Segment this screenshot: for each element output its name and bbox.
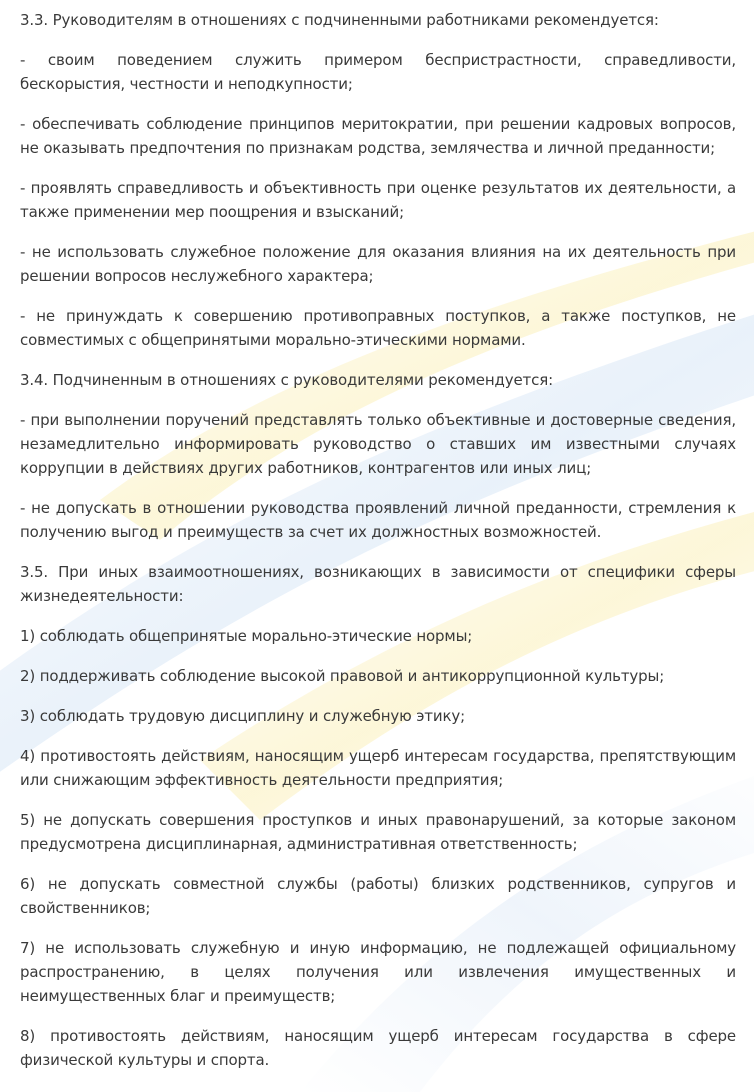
- paragraph-bullet: - не допускать в отношении руководства проявлений личной преданности, стремления к получению выгод и преимуществ за счет их должностных возможностей.: [20, 499, 736, 541]
- paragraph-bullet: - проявлять справедливость и объективность при оценке результатов их деятельности, а также применении мер поощрения и взысканий;: [20, 179, 736, 221]
- numbered-item: 5) не допускать совершения проступков и иных правонарушений, за которые законом предусмотрена дисциплинарная, административная ответственность;: [20, 811, 736, 853]
- numbered-item: 1) соблюдать общепринятые морально-этические нормы;: [20, 627, 473, 645]
- numbered-item: 2) поддерживать соблюдение высокой правовой и антикоррупционной культуры;: [20, 667, 665, 685]
- paragraph-bullet: - обеспечивать соблюдение принципов меритократии, при решении кадровых вопросов, не оказывать предпочтения по признакам родства, землячества и личной преданности;: [20, 115, 736, 157]
- numbered-item: 4) противостоять действиям, наносящим ущерб интересам государства, препятствующим или снижающим эффективность деятельности предприятия;: [20, 747, 736, 789]
- numbered-item: 7) не использовать служебную и иную информацию, не подлежащей официальному распространению, в целях получения или извлечения имущественных и неимущественных благ и преимуществ;: [20, 939, 736, 1005]
- numbered-item: 6) не допускать совместной службы (работы) близких родственников, супругов и свойственников;: [20, 875, 736, 917]
- paragraph-3-5-heading: 3.5. При иных взаимоотношениях, возникающих в зависимости от специфики сферы жизнедеятельности:: [20, 563, 736, 605]
- paragraph-bullet: - не использовать служебное положение для оказания влияния на их деятельность при решении вопросов неслужебного характера;: [20, 243, 736, 285]
- numbered-item: 3) соблюдать трудовую дисциплину и служебную этику;: [20, 707, 466, 725]
- numbered-item: 8) противостоять действиям, наносящим ущерб интересам государства в сфере физической культуры и спорта.: [20, 1027, 736, 1069]
- paragraph-3-3-heading: 3.3. Руководителям в отношениях с подчиненными работниками рекомендуется:: [20, 11, 659, 29]
- paragraph-bullet: - при выполнении поручений представлять только объективные и достоверные сведения, незамедлительно информировать руководство о ставших им известными случаях коррупции в действиях других работников, контрагентов или иных лиц;: [20, 411, 736, 477]
- paragraph-bullet: - не принуждать к совершению противоправных поступков, а также поступков, не совместимых с общепринятыми морально-этическими нормами.: [20, 307, 736, 349]
- paragraph-bullet: - своим поведением служить примером беспристрастности, справедливости, бескорыстия, честности и неподкупности;: [20, 51, 736, 93]
- paragraph-3-4-heading: 3.4. Подчиненным в отношениях с руководителями рекомендуется:: [20, 371, 554, 389]
